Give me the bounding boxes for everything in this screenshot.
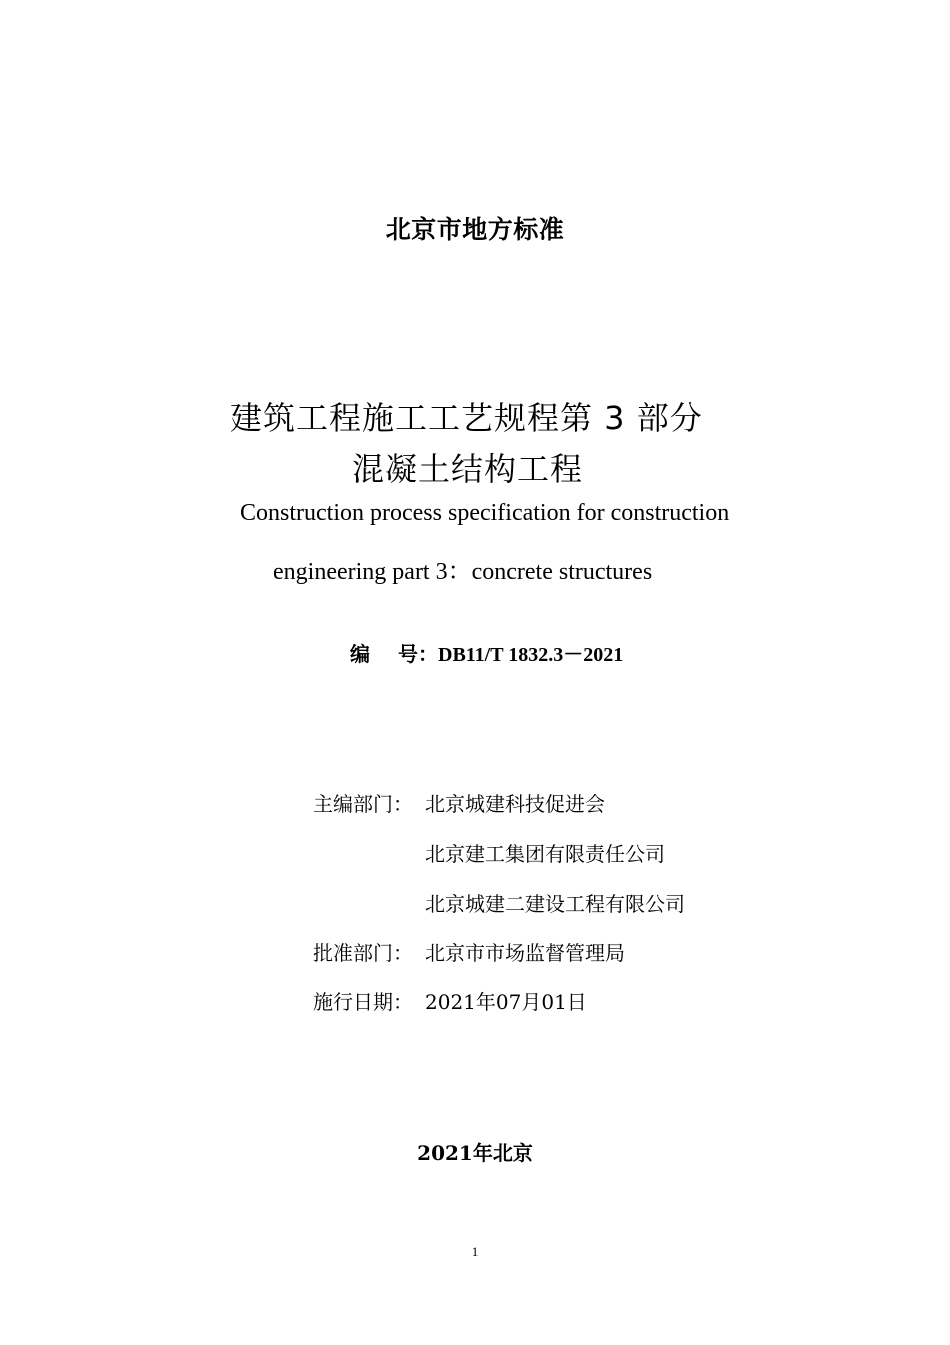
page-number: 1 (471, 1244, 479, 1259)
standard-label: 北京市地方标准 (385, 215, 565, 244)
editor-1: 北京城建科技促进会 (425, 792, 605, 816)
effective-label: 施行日期： (313, 990, 413, 1014)
approver-value: 北京市市场监督管理局 (425, 941, 625, 965)
footer-year-place: 2021年北京 (417, 1141, 533, 1165)
standard-code (350, 638, 623, 667)
editor-row (313, 788, 605, 817)
code-value: DB11/T 1832.3－2021 (438, 644, 624, 666)
editor-label: 主编部门： (313, 792, 413, 816)
code-label-a: 编 (350, 642, 370, 666)
code-label-b: 号： (398, 642, 438, 666)
title-en-line2: engineering part 3：concrete structures (273, 559, 653, 585)
approver-row (313, 937, 625, 966)
editor-3: 北京城建二建设工程有限公司 (425, 892, 685, 916)
effective-date-row (313, 986, 587, 1015)
title-en-line1: Construction process specification for construction (240, 500, 730, 526)
approver-label: 批准部门： (313, 941, 413, 965)
title-cn-line2: 混凝土结构工程 (352, 450, 584, 488)
effective-date: 2021年07月01日 (425, 990, 587, 1014)
editor-2: 北京建工集团有限责任公司 (425, 842, 665, 866)
title-cn-line1: 建筑工程施工工艺规程第 3 部分 (230, 399, 703, 437)
